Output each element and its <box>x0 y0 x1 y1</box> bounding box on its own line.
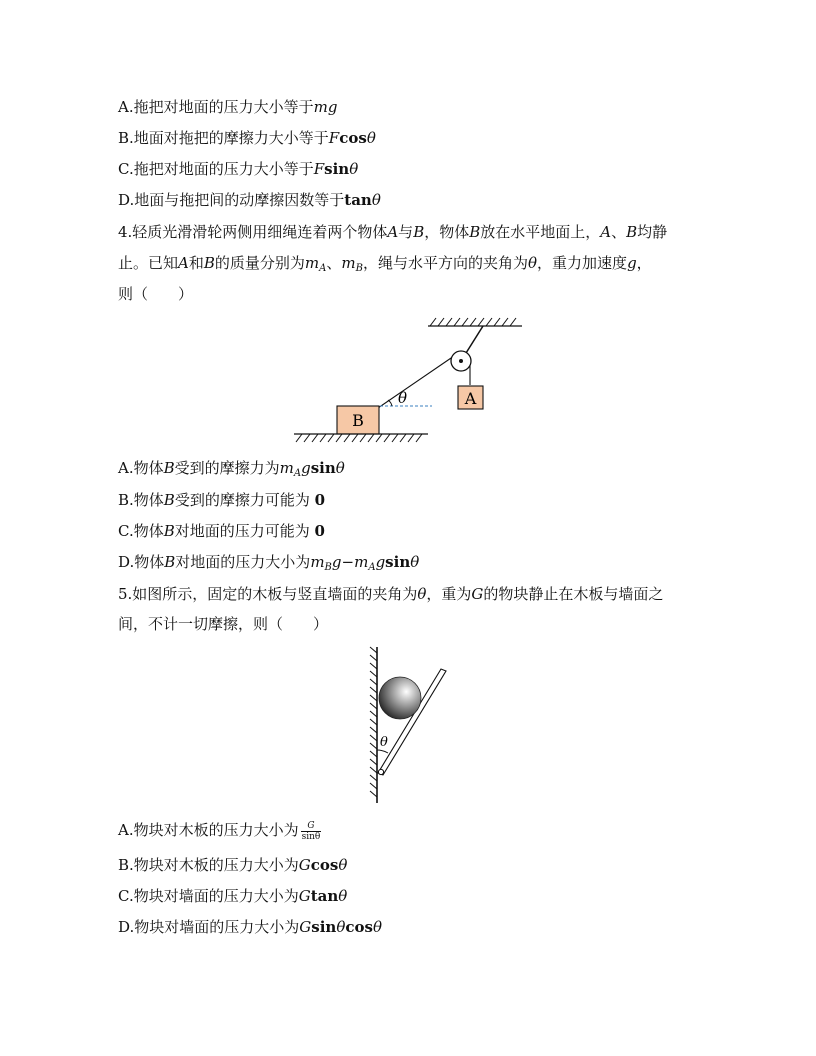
q3-option-b-fn: cos <box>339 129 367 147</box>
q4-var-b: B <box>626 223 638 241</box>
q4-text: 均静 <box>637 223 668 241</box>
angle-arc <box>388 400 392 406</box>
q4-sub-a: A <box>293 468 302 479</box>
q3-option-d-arg: θ <box>371 191 381 209</box>
angle-arc <box>377 750 388 753</box>
q4-sub-a: A <box>319 263 327 274</box>
q5-var-g: G <box>298 887 311 905</box>
q4-sub-b: B <box>324 562 332 573</box>
q4-text: 放在水平地面上， <box>480 223 601 241</box>
q4-option-b <box>118 490 325 510</box>
q4-var-a: A <box>600 223 612 241</box>
q4-var-m: m <box>304 254 320 272</box>
q3-option-c-arg: θ <box>349 160 359 178</box>
ground-hatch <box>296 434 422 442</box>
q5-text: ，重为 <box>426 585 472 603</box>
q4-text: 、 <box>611 223 627 241</box>
theta-label: θ <box>398 389 408 407</box>
q4-minus: − <box>341 553 355 571</box>
q5-var-g: G <box>299 918 312 936</box>
wall-board-diagram <box>360 645 456 807</box>
q4-var-theta: θ <box>528 254 538 272</box>
q4-opt-text: B.物体 <box>118 491 164 509</box>
q4-text: 止。已知 <box>118 254 179 272</box>
q5-opt-fn: tan <box>310 887 339 905</box>
q3-option-d <box>118 190 381 210</box>
q4-text: ，重力加速度 <box>537 254 628 272</box>
q4-sub-b: B <box>355 263 363 274</box>
q3-option-b-text: B.地面对拖把的摩擦力大小等于 <box>118 129 329 147</box>
q5-opt-text: A.物块对木板的压力大小为 <box>118 821 299 839</box>
q4-text: 的质量分别为 <box>214 254 305 272</box>
q4-stem-line-1 <box>118 222 667 242</box>
q5-var-theta: θ <box>372 918 382 936</box>
q5-var-g: G <box>471 585 484 603</box>
q4-opt-text: 受到的摩擦力可能为 <box>174 491 310 509</box>
q4-var-g: g <box>331 553 342 571</box>
q4-var-a: A <box>178 254 189 272</box>
q4-var-b: B <box>164 553 176 571</box>
q4-option-a <box>118 458 345 484</box>
q4-var-g: g <box>375 553 386 571</box>
q3-option-b <box>118 128 376 148</box>
q5-option-c <box>118 886 347 906</box>
q5-opt-text: D.物块对墙面的压力大小为 <box>118 918 300 936</box>
q3-option-d-fn: tan <box>344 191 372 209</box>
q4-var-g: g <box>627 254 637 272</box>
q4-stem-line-3: 则（ ） <box>118 285 194 303</box>
q3-option-c-math: F <box>313 160 325 178</box>
q5-var-g: G <box>298 856 311 874</box>
q3-option-c-text: C.拖把对地面的压力大小等于 <box>118 160 314 178</box>
q4-var-m: m <box>279 459 294 477</box>
q5-text: 5.如图所示，固定的木板与竖直墙面的夹角为 <box>118 585 418 603</box>
pulley-diagram <box>290 312 530 448</box>
q4-var-a: A <box>387 223 399 241</box>
q4-opt-text: 对地面的压力可能为 <box>174 522 310 540</box>
board-hinge <box>378 769 383 774</box>
q4-text: 和 <box>188 254 204 272</box>
q4-opt-text: A.物体 <box>118 459 164 477</box>
q4-text: ，绳与水平方向的夹角为 <box>363 254 529 272</box>
q5-option-d <box>118 917 382 937</box>
q5-stem-line-2: 间，不计一切摩擦，则（ ） <box>118 615 329 633</box>
q3-option-b-math: F <box>328 129 340 147</box>
q3-option-b-arg: θ <box>366 129 376 147</box>
q4-text: 与 <box>398 223 414 241</box>
fraction-denominator: sinθ <box>301 831 321 842</box>
q4-option-d <box>118 552 419 578</box>
q4-var-b: B <box>163 459 175 477</box>
ball <box>379 677 421 719</box>
q5-opt-text: C.物块对墙面的压力大小为 <box>118 887 299 905</box>
ceiling-hatch <box>430 318 516 326</box>
wall-hatch <box>370 647 377 797</box>
q5-var-theta: θ <box>338 887 348 905</box>
q4-text: 、 <box>326 254 342 272</box>
q4-opt-value: 0 <box>314 522 325 540</box>
q3-option-d-text: D.地面与拖把间的动摩擦因数等于 <box>118 191 345 209</box>
q5-option-a <box>118 820 323 842</box>
q4-opt-fn: sin <box>310 459 336 477</box>
q5-stem-line-1 <box>118 584 663 604</box>
q4-opt-fn: sin <box>385 553 411 571</box>
q4-var-g: g <box>301 459 311 477</box>
q4-text: ，物体 <box>424 223 470 241</box>
q5-option-b <box>118 855 347 875</box>
q3-option-a-math: mg <box>313 98 338 116</box>
rope-to-b <box>378 356 454 408</box>
q3-option-a-text: A.拖把对地面的压力大小等于 <box>118 98 314 116</box>
block-a-label: A <box>464 389 477 408</box>
q4-sub-a: A <box>368 562 376 573</box>
q5-opt-fn: cos <box>345 918 373 936</box>
q4-var-b: B <box>163 491 175 509</box>
q5-opt-fn: cos <box>310 856 339 874</box>
q4-option-c <box>118 521 325 541</box>
q4-opt-text: C.物体 <box>118 522 164 540</box>
block-b-label: B <box>352 411 364 430</box>
q5-var-theta: θ <box>417 585 427 603</box>
q4-opt-text: 受到的摩擦力为 <box>174 459 280 477</box>
q4-stem-line-2 <box>118 253 652 279</box>
q4-var-b: B <box>203 254 215 272</box>
q5-var-theta: θ <box>338 856 348 874</box>
q4-var-m: m <box>341 254 356 272</box>
q4-var-m: m <box>354 553 369 571</box>
q4-var-m: m <box>310 553 325 571</box>
q4-opt-text: D.物体 <box>118 553 165 571</box>
q5-var-theta: θ <box>336 918 346 936</box>
q3-option-a <box>118 97 337 117</box>
q4-text: 4.轻质光滑滑轮两侧用细绳连着两个物体 <box>118 223 388 241</box>
q4-var-b: B <box>413 223 425 241</box>
q5-opt-fn: sin <box>311 918 337 936</box>
q3-option-c <box>118 159 358 179</box>
q4-var-theta: θ <box>335 459 345 477</box>
q5-opt-text: B.物块对木板的压力大小为 <box>118 856 299 874</box>
q4-opt-text: 对地面的压力大小为 <box>175 553 311 571</box>
fraction <box>301 821 322 842</box>
q4-var-b: B <box>163 522 175 540</box>
q4-opt-value: 0 <box>314 491 326 509</box>
q3-option-c-fn: sin <box>324 160 350 178</box>
pulley-axle <box>459 359 463 363</box>
q5-text: 的物块静止在木板与墙面之 <box>483 585 664 603</box>
fraction-numerator: G <box>301 821 322 832</box>
q4-var-theta: θ <box>410 553 420 571</box>
q4-text: ， <box>636 254 652 272</box>
q4-var-b: B <box>469 223 481 241</box>
theta-label: θ <box>380 735 388 750</box>
